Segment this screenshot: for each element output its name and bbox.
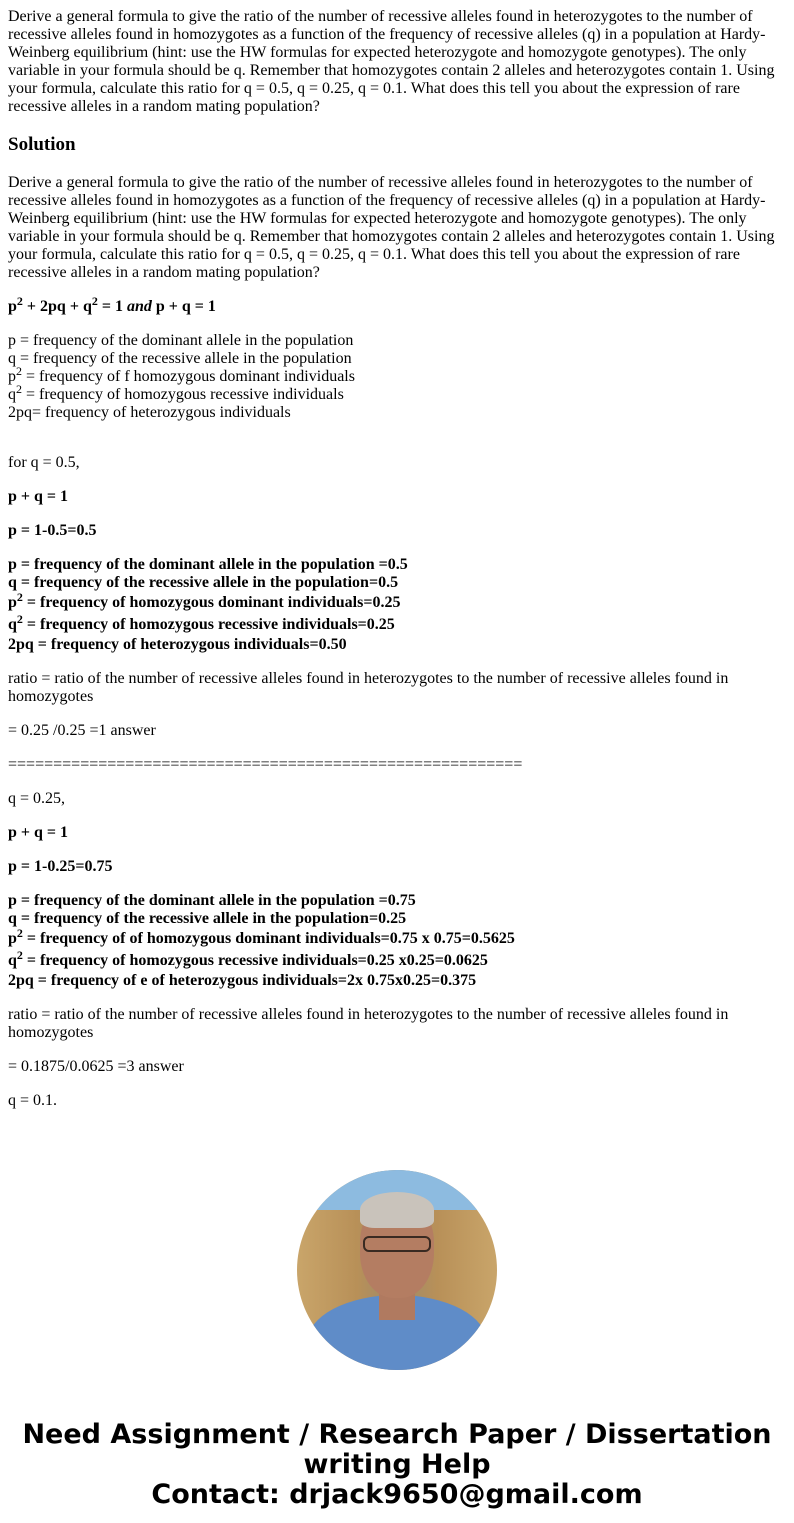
case2-ratio: ratio = ratio of the number of recessive alleles found in heterozygotes to the number of recessive alleles found in homozygotes xyxy=(8,1006,729,1041)
case1-p2: $p^2$ = frequency of homozygous dominant individuals=0.25 xyxy=(8,590,401,611)
def-p: p = frequency of the dominant allele in the population xyxy=(8,332,354,349)
def-2pq: 2pq= frequency of heterozygous individuals xyxy=(8,404,291,421)
case2-2pq: 2pq = frequency of e of heterozygous individuals=2x 0.75x0.25=0.375 xyxy=(8,972,477,989)
case1-values xyxy=(8,556,786,654)
case1-ratio: ratio = ratio of the number of recessive alleles found in heterozygotes to the number of recessive alleles found in homozygotes xyxy=(8,670,729,705)
promo-line: Need Assignment / Research Paper / Dissertation writing Help xyxy=(22,1419,772,1480)
eq-sup: 2 xyxy=(91,294,98,308)
hw-equation xyxy=(8,294,786,316)
case2-q: q = frequency of the recessive allele in the population=0.25 xyxy=(8,910,407,927)
case2-p: p = frequency of the dominant allele in the population =0.75 xyxy=(8,892,416,909)
case2-intro: q = 0.25, xyxy=(8,790,66,807)
case2-answer: = 0.1875/0.0625 =3 answer xyxy=(8,1058,184,1075)
case1-answer: = 0.25 /0.25 =1 answer xyxy=(8,722,156,739)
case2-p2: $p^2$ = frequency of of homozygous dominant individuals=0.75 x 0.75=0.5625 xyxy=(8,926,515,947)
eq-part: p xyxy=(8,298,17,315)
case2-values xyxy=(8,892,786,990)
case1-intro: for q = 0.5, xyxy=(8,454,80,471)
case1-eq2: p = 1-0.5=0.5 xyxy=(8,522,97,539)
case3-intro: q = 0.1. xyxy=(8,1092,58,1109)
case1-q2: $q^2$ = frequency of homozygous recessive individuals=0.25 xyxy=(8,612,395,633)
promo-footer xyxy=(0,1420,794,1510)
case1-2pq: 2pq = frequency of heterozygous individuals=0.50 xyxy=(8,636,347,653)
eq-sup: 2 xyxy=(16,294,23,308)
author-photo xyxy=(297,1170,497,1370)
eq-part: + 2pq + q xyxy=(22,298,92,315)
case2-eq2: p = 1-0.25=0.75 xyxy=(8,858,113,875)
case1-p: p = frequency of the dominant allele in the population =0.5 xyxy=(8,556,408,573)
def-q2: $q^2$ = frequency of homozygous recessive individuals xyxy=(8,382,344,403)
separator: ========================================================= xyxy=(8,756,523,773)
case2-q2: $q^2$ = frequency of homozygous recessive individuals=0.25 x0.25=0.0625 xyxy=(8,948,488,969)
solution-heading: Solution xyxy=(8,134,76,155)
eq-part: p + q = 1 xyxy=(151,298,216,315)
def-q: q = frequency of the recessive allele in the population xyxy=(8,350,352,367)
eq-part: = 1 xyxy=(97,298,127,315)
question-text: Derive a general formula to give the ratio of the number of recessive alleles found in heterozygotes to the number of recessive alleles found in homozygotes as a function of the frequency of recessive alleles (q) in a population at Hardy-Weinberg equilibrium (hint: use the HW formulas for expected heterozygote and homozygote genotypes). The only variable in your formula should be q. Remember that homozygotes contain 2 alleles and heterozygotes contain 1. Using your formula, calculate this ratio for q = 0.5, q = 0.25, q = 0.1. What does this tell you about the expression of rare recessive alleles in a random mating population? xyxy=(8,8,775,115)
case1-q: q = frequency of the recessive allele in the population=0.5 xyxy=(8,574,399,591)
def-p2: $p^2$ = frequency of f homozygous dominant individuals xyxy=(8,364,355,385)
author-photo-container xyxy=(0,1170,794,1370)
contact-line: Contact: drjack9650@gmail.com xyxy=(151,1479,643,1510)
case2-eq1: p + q = 1 xyxy=(8,824,69,841)
case1-eq1: p + q = 1 xyxy=(8,488,69,505)
question-restated: Derive a general formula to give the ratio of the number of recessive alleles found in heterozygotes to the number of recessive alleles found in homozygotes as a function of the frequency of recessive alleles (q) in a population at Hardy-Weinberg equilibrium (hint: use the HW formulas for expected heterozygote and homozygote genotypes). The only variable in your formula should be q. Remember that homozygotes contain 2 alleles and heterozygotes contain 1. Using your formula, calculate this ratio for q = 0.5, q = 0.25, q = 0.1. What does this tell you about the expression of rare recessive alleles in a random mating population? xyxy=(8,174,775,281)
eq-and: and xyxy=(126,298,152,315)
